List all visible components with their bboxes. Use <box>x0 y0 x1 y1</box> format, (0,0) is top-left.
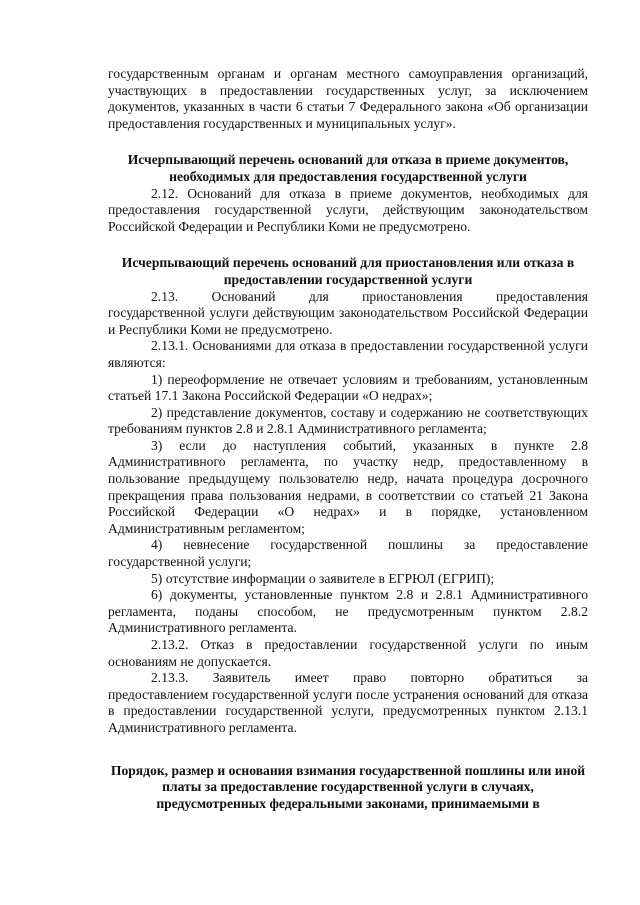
document-page <box>108 66 588 812</box>
section-heading-suspension-refusal: Исчерпывающий перечень оснований для приостановления или отказа в предоставлении государственной услуги <box>121 255 575 287</box>
list-item-3: 3) если до наступления событий, указанных в пункте 2.8 Административного регламента, по участку недр, предоставленному в пользование предыдущему пользователю недр, начата процедура досрочного прекращения права пользования недрами, в соответствии со статьей 21 Закона Российской Федерации «О недрах» и в порядке, установленном Административным регламентом; <box>108 437 588 536</box>
list-item-1: 1) переоформление не отвечает условиям и требованиям, установленным статьей 17.1 Закона Российской Федерации «О недрах»; <box>108 371 588 404</box>
paragraph-2-13-rest: государственной услуги действующим законодательством Российской Федерации и Республики Коми не предусмотрено. <box>108 305 588 337</box>
list-item-4: 4) невнесение государственной пошлины за предоставление государственной услуги; <box>108 537 588 570</box>
paragraph-2-13-3-rest: предоставлением государственной услуги после устранения оснований для отказа в предоставлении государственной услуги, предусмотренных пунктом 2.13.1 Административного регламента. <box>108 686 588 735</box>
list-item-2: 2) представление документов, составу и содержанию не соответствующих требованиям пунктов 2.8 и 2.8.1 Административного регламента; <box>108 404 588 437</box>
list-item-5: 5) отсутствие информации о заявителе в ЕГРЮЛ (ЕГРИП); <box>151 570 495 586</box>
section-heading-refusal-acceptance: Исчерпывающий перечень оснований для отказа в приеме документов, необходимых для предоставления государственной услуги <box>127 152 569 184</box>
paragraph-2-12: 2.12. Оснований для отказа в приеме документов, необходимых для предоставления государственной услуги, действующим законодательством Российской Федерации и Республики Коми не предусмотрено. <box>108 185 588 234</box>
paragraph-2-13-3-first-line: 2.13.3. Заявитель имеет право повторно обратиться за <box>151 670 588 686</box>
paragraph-2-13-1: 2.13.1. Основаниями для отказа в предоставлении государственной услуги являются: <box>108 338 588 370</box>
intro-paragraph: государственным органам и органам местного самоуправления организаций, участвующих в предоставлении государственных услуг, за исключением документов, указанных в части 6 статьи 7 Федерального закона «Об организации предоставления государственных и муниципальных услуг». <box>108 66 588 131</box>
section-heading-state-fee: Порядок, размер и основания взимания государственной пошлины или иной платы за предоставление государственной услуги в случаях, предусмотренных федеральными законами, принимаемыми в <box>110 762 586 811</box>
list-item-6: 6) документы, установленные пунктом 2.8 и 2.8.1 Административного регламента, поданы способом, не предусмотренным пунктом 2.8.2 Административного регламента. <box>108 587 588 636</box>
paragraph-2-13-2: 2.13.2. Отказ в предоставлении государственной услуги по иным основаниям не допускается. <box>108 637 588 669</box>
paragraph-2-13-first-line: 2.13. Оснований для приостановления предоставления <box>151 288 588 304</box>
